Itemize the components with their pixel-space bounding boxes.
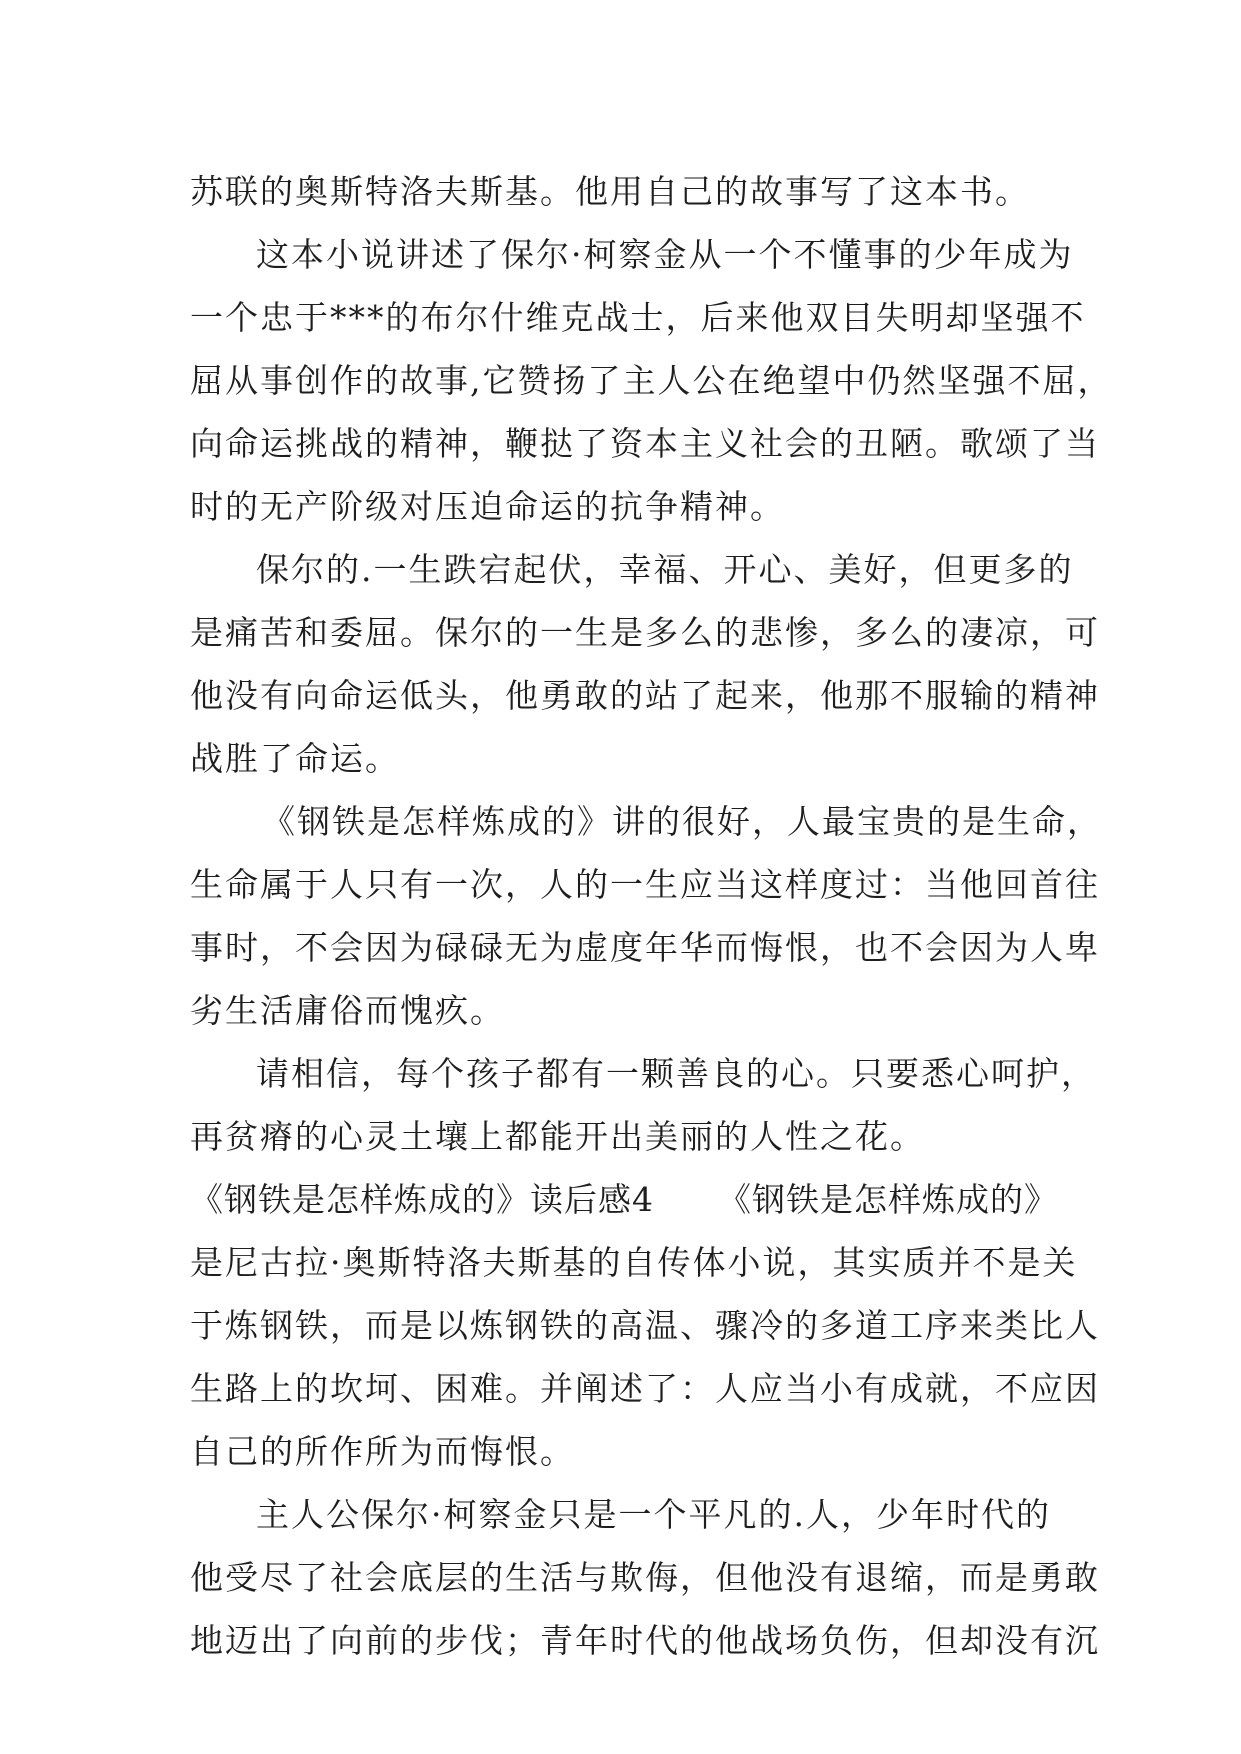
paragraph-first-line: 主人公保尔·柯察金只是一个平凡的.人，少年时代的 <box>256 1495 1051 1534</box>
paragraph-first-line: 请相信，每个孩子都有一颗善良的心。只要悉心呵护， <box>256 1054 1096 1093</box>
text-line: 是痛苦和委屈。保尔的一生是多么的悲惨，多么的凄凉，可 <box>190 613 1100 652</box>
document-body <box>190 160 1113 1672</box>
text-line: 苏联的奥斯特洛夫斯基。他用自己的故事写了这本书。 <box>190 172 1030 211</box>
text-line: 再贫瘠的心灵土壤上都能开出美丽的人性之花。 <box>190 1117 925 1156</box>
paragraph-first-line: 这本小说讲述了保尔·柯察金从一个不懂事的少年成为 <box>256 235 1074 274</box>
text-line: 他没有向命运低头，他勇敢的站了起来，他那不服输的精神 <box>190 676 1100 715</box>
text-line: 生命属于人只有一次，人的一生应当这样度过：当他回首往 <box>190 865 1100 904</box>
text-line: 地迈出了向前的步伐；青年时代的他战场负伤，但却没有沉 <box>190 1621 1100 1660</box>
paragraph-first-line: 《钢铁是怎样炼成的》讲的很好，人最宝贵的是生命， <box>262 802 1102 841</box>
text-line: 生路上的坎坷、困难。并阐述了：人应当小有成就，不应因 <box>190 1369 1100 1408</box>
essay-heading-line <box>190 1168 1058 1231</box>
text-line: 战胜了命运。 <box>190 739 400 778</box>
text-line: 自己的所作所为而悔恨。 <box>190 1432 575 1471</box>
text-line: 是尼古拉·奥斯特洛夫斯基的自传体小说，其实质并不是关 <box>190 1243 1078 1282</box>
paragraph-first-line: 保尔的.一生跌宕起伏，幸福、开心、美好，但更多的 <box>256 550 1074 589</box>
text-line: 一个忠于***的布尔什维克战士，后来他双目失明却坚强不 <box>190 298 1086 337</box>
text-line: 他受尽了社会底层的生活与欺侮，但他没有退缩，而是勇敢 <box>190 1558 1100 1597</box>
essay-title-repeat: 《钢铁是怎样炼成的》 <box>718 1180 1058 1219</box>
text-line: 时的无产阶级对压迫命运的抗争精神。 <box>190 487 785 526</box>
text-line: 事时，不会因为碌碌无为虚度年华而悔恨，也不会因为人卑 <box>190 928 1100 967</box>
text-line: 屈从事创作的故事,它赞扬了主人公在绝望中仍然坚强不屈， <box>190 361 1113 400</box>
text-line: 于炼钢铁，而是以炼钢铁的高温、骤冷的多道工序来类比人 <box>190 1306 1100 1345</box>
text-line: 劣生活庸俗而愧疚。 <box>190 991 505 1030</box>
essay-title: 《钢铁是怎样炼成的》读后感4 <box>190 1180 654 1219</box>
text-line: 向命运挑战的精神，鞭挞了资本主义社会的丑陋。歌颂了当 <box>190 424 1100 463</box>
